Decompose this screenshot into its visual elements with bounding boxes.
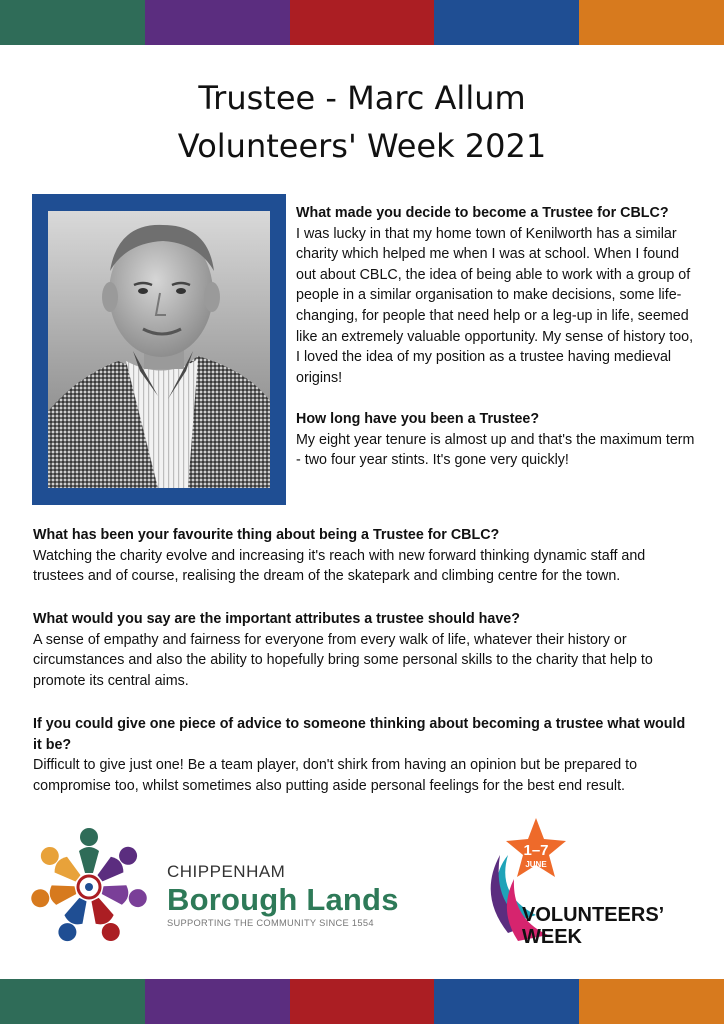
qa-block-2 <box>296 409 696 471</box>
cblc-name-line-1: CHIPPENHAM <box>167 862 286 881</box>
vw-line-1: VOLUNTEERS’ <box>522 904 665 926</box>
question-5: If you could give one piece of advice to someone thinking about becoming a trustee what would it be? <box>33 716 686 753</box>
question-3: What has been your favourite thing about being a Trustee for CBLC? <box>33 527 500 543</box>
top-color-stripe <box>0 0 724 45</box>
answer-4: A sense of empathy and fairness for everyone from every walk of life, whatever their history or circumstances and also the ability to hopefully bring some personal skills to the charity that help to promote its central aims. <box>33 631 653 689</box>
answer-5: Difficult to give just one! Be a team player, don't shirk from having an opinion but be prepared to compromise too, whilst sometimes also putting aside personal feelings for the best end result. <box>33 757 638 794</box>
stripe-red <box>290 0 435 45</box>
question-4: What would you say are the important attributes a trustee should have? <box>33 611 520 627</box>
answer-2: My eight year tenure is almost up and that's the maximum term - two four year stints. It's gone very quickly! <box>296 431 695 469</box>
borough-lands-wordmark <box>167 862 399 928</box>
portrait-frame <box>32 194 286 505</box>
page-title <box>0 74 724 170</box>
title-line-1: Trustee - Marc Allum <box>198 79 526 117</box>
qa-block-1 <box>296 203 696 388</box>
question-2: How long have you been a Trustee? <box>296 410 540 427</box>
question-1: What made you decide to become a Trustee for CBLC? <box>296 205 669 221</box>
portrait-illustration <box>48 211 270 488</box>
volunteers-week-logo-icon <box>478 815 698 955</box>
stripe-blue <box>434 0 579 45</box>
answer-1: I was lucky in that my home town of Kenilworth has a similar charity which helped me when I was at school. When I found out about CBLC, the idea of being able to work with a group of people in a similar organisation to make decisions, some life-changing, for people that need help or a leg-up in life, seemed like an extremely valuable opportunity. My sense of history too, I loved the idea of my position as a trustee having medieval origins! <box>296 225 694 386</box>
stripe-purple <box>145 979 290 1024</box>
qa-block-4 <box>33 609 693 691</box>
bottom-color-stripe <box>0 979 724 1024</box>
stripe-purple <box>145 0 290 45</box>
vw-dates: 1–7 <box>523 842 549 859</box>
stripe-orange <box>579 979 724 1024</box>
stripe-red <box>290 979 435 1024</box>
qa-block-3 <box>33 525 693 587</box>
vw-line-2: WEEK <box>522 926 582 948</box>
title-line-2: Volunteers' Week 2021 <box>177 127 547 165</box>
cblc-name-line-2: Borough Lands <box>167 882 399 917</box>
borough-lands-logo-icon <box>28 826 150 948</box>
vw-month: JUNE <box>525 860 547 869</box>
qa-section-right <box>296 203 696 471</box>
stripe-orange <box>579 0 724 45</box>
stripe-blue <box>434 979 579 1024</box>
stripe-green <box>0 0 145 45</box>
qa-block-5 <box>33 714 693 796</box>
stripe-green <box>0 979 145 1024</box>
answer-3: Watching the charity evolve and increasing it's reach with new forward thinking dynamic staff and trustees and of course, realising the dream of the skatepark and climbing centre for the town. <box>33 547 646 585</box>
cblc-tagline: SUPPORTING THE COMMUNITY SINCE 1554 <box>167 918 374 928</box>
portrait-photo <box>48 211 270 488</box>
